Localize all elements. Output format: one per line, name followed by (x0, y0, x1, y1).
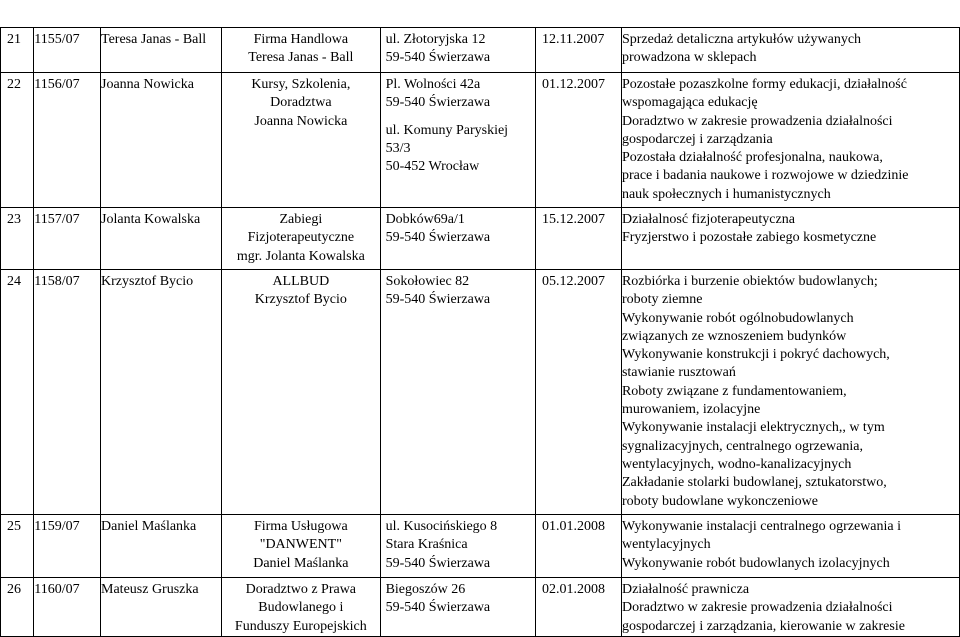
activity-line: Doradztwo w zakresie prowadzenia działalności (621, 600, 893, 616)
start-date: 05.12.2007 (535, 270, 621, 515)
table-row (1, 270, 960, 515)
address (380, 28, 535, 73)
address-line: 59-540 Świerzawa (385, 292, 491, 308)
registry-number: 1157/07 (34, 208, 101, 270)
address-line: 53/3 (385, 140, 411, 156)
activity-line: Wykonywanie instalacji elektrycznych,, w tym (621, 420, 885, 436)
activity-line: roboty budowlane wykonczeniowe (621, 493, 818, 509)
activity-line: gospodarczej i zarządzania, kierowanie w zakresie (621, 618, 905, 634)
company-name (222, 270, 380, 515)
company-line: Budowlanego i (258, 600, 344, 616)
registry-number: 1156/07 (34, 73, 101, 208)
activity-line: Zakładanie stolarki budowlanej, sztukatorstwo, (621, 475, 887, 491)
company-line: Joanna Nowicka (254, 113, 348, 129)
address-line: ul. Złotoryjska 12 (385, 32, 486, 47)
start-date: 12.11.2007 (535, 28, 621, 73)
owner-name: Jolanta Kowalska (101, 208, 222, 270)
activity-line: wentylacyjnych (621, 537, 711, 553)
activity-line: Wykonywanie instalacji centralnego ogrzewania i (621, 519, 902, 534)
activity-line: roboty ziemne (621, 292, 703, 308)
registry-number: 1160/07 (34, 578, 101, 637)
row-number: 25 (1, 515, 34, 578)
activity-line: Rozbiórka i burzenie obiektów budowlanych; (621, 274, 878, 289)
table-row (1, 515, 960, 578)
address-line: ul. Kusocińskiego 8 (385, 519, 498, 534)
address (380, 578, 535, 637)
activity-line: związanych ze wznoszeniem budynków (621, 328, 847, 344)
start-date: 15.12.2007 (535, 208, 621, 270)
address (380, 270, 535, 515)
table-row (1, 578, 960, 637)
address (380, 73, 535, 208)
owner-name: Joanna Nowicka (101, 73, 222, 208)
address-line: 50-452 Wrocław (385, 159, 480, 175)
company-line: Funduszy Europejskich (234, 618, 367, 634)
address-line: 59-540 Świerzawa (385, 230, 491, 246)
company-line: ALLBUD (272, 274, 330, 289)
company-name (222, 578, 380, 637)
company-line: Zabiegi (279, 212, 323, 227)
activity-line: Wykonywanie robót ogólnobudowlanych (621, 310, 854, 326)
registry-number: 1158/07 (34, 270, 101, 515)
address-line: 59-540 Świerzawa (385, 50, 491, 66)
company-line: mgr. Jolanta Kowalska (236, 248, 365, 264)
row-number: 22 (1, 73, 34, 208)
activity-line: Fryzjerstwo i pozostałe zabiego kosmetyczne (621, 230, 877, 246)
table-row (1, 73, 960, 208)
row-number: 23 (1, 208, 34, 270)
row-number: 21 (1, 28, 34, 73)
table-row (1, 28, 960, 73)
company-name (222, 73, 380, 208)
activity-line: sygnalizacyjnych, centralnego ogrzewania, (621, 438, 863, 454)
activity-description (621, 28, 959, 73)
start-date: 01.01.2008 (535, 515, 621, 578)
activity-line: murowaniem, izolacyjne (621, 402, 761, 418)
address-line: Stara Kraśnica (385, 537, 468, 553)
activity-line: prowadzona w sklepach (621, 50, 757, 66)
company-name (222, 28, 380, 73)
company-line: Daniel Maślanka (253, 555, 349, 571)
activity-line: nauk społecznych i humanistycznych (621, 186, 831, 202)
activity-line: Wykonywanie robót budowlanych izolacyjnych (621, 555, 890, 571)
activity-line: Roboty związane z fundamentowaniem, (621, 383, 847, 399)
table-row (1, 208, 960, 270)
activity-description (621, 208, 959, 270)
start-date: 01.12.2007 (535, 73, 621, 208)
company-line: "DANWENT" (259, 537, 342, 553)
company-line: Doradztwa (270, 95, 332, 111)
activity-line: gospodarczej i zarządzania (621, 131, 773, 147)
address-line: 59-540 Świerzawa (385, 95, 491, 111)
activity-line: wspomagająca edukację (621, 95, 758, 111)
company-line: Firma Handlowa (253, 32, 349, 47)
activity-line: Doradztwo w zakresie prowadzenia działalności (621, 113, 893, 129)
registry-number: 1159/07 (34, 515, 101, 578)
address (380, 208, 535, 270)
start-date: 02.01.2008 (535, 578, 621, 637)
activity-line: Wykonywanie konstrukcji i pokryć dachowych, (621, 347, 890, 363)
company-line: Kursy, Szkolenia, (251, 77, 351, 92)
owner-name: Daniel Maślanka (101, 515, 222, 578)
registry-number: 1155/07 (34, 28, 101, 73)
address-line: 59-540 Świerzawa (385, 555, 491, 571)
company-name (222, 515, 380, 578)
company-name (222, 208, 380, 270)
activity-line: stawianie rusztowań (621, 365, 736, 381)
owner-name: Teresa Janas - Ball (101, 28, 222, 73)
address (380, 515, 535, 578)
owner-name: Krzysztof Bycio (101, 270, 222, 515)
address-spacer (386, 113, 535, 122)
address-line: ul. Komuny Paryskiej (385, 122, 509, 138)
activity-line: Pozostała działalność profesjonalna, naukowa, (621, 150, 883, 166)
row-number: 26 (1, 578, 34, 637)
company-line: Fizjoterapeutyczne (247, 230, 355, 246)
company-line: Krzysztof Bycio (254, 292, 347, 308)
activity-line: wentylacyjnych, wodno-kanalizacyjnych (621, 456, 852, 472)
activity-line: prace i badania naukowe i rozwojowe w dziedzinie (621, 168, 909, 184)
activity-line: Działalność prawnicza (621, 582, 750, 597)
address-line: Biegoszów 26 (385, 582, 466, 597)
activity-line: Pozostałe pozaszkolne formy edukacji, działalność (621, 77, 907, 92)
row-number: 24 (1, 270, 34, 515)
company-line: Doradztwo z Prawa (245, 582, 357, 597)
address-line: Dobków69a/1 (385, 212, 465, 227)
activity-line: Sprzedaż detaliczna artykułów używanych (621, 32, 862, 47)
company-line: Firma Usługowa (253, 519, 348, 534)
owner-name: Mateusz Gruszka (101, 578, 222, 637)
activity-description (621, 515, 959, 578)
business-register-table (0, 27, 960, 637)
activity-description (621, 270, 959, 515)
address-line: 59-540 Świerzawa (385, 600, 491, 616)
address-line: Pl. Wolności 42a (385, 77, 481, 92)
company-line: Teresa Janas - Ball (248, 50, 354, 66)
address-line: Sokołowiec 82 (385, 274, 470, 289)
activity-line: Działalnosć fizjoterapeutyczna (621, 212, 795, 227)
activity-description (621, 73, 959, 208)
activity-description (621, 578, 959, 637)
